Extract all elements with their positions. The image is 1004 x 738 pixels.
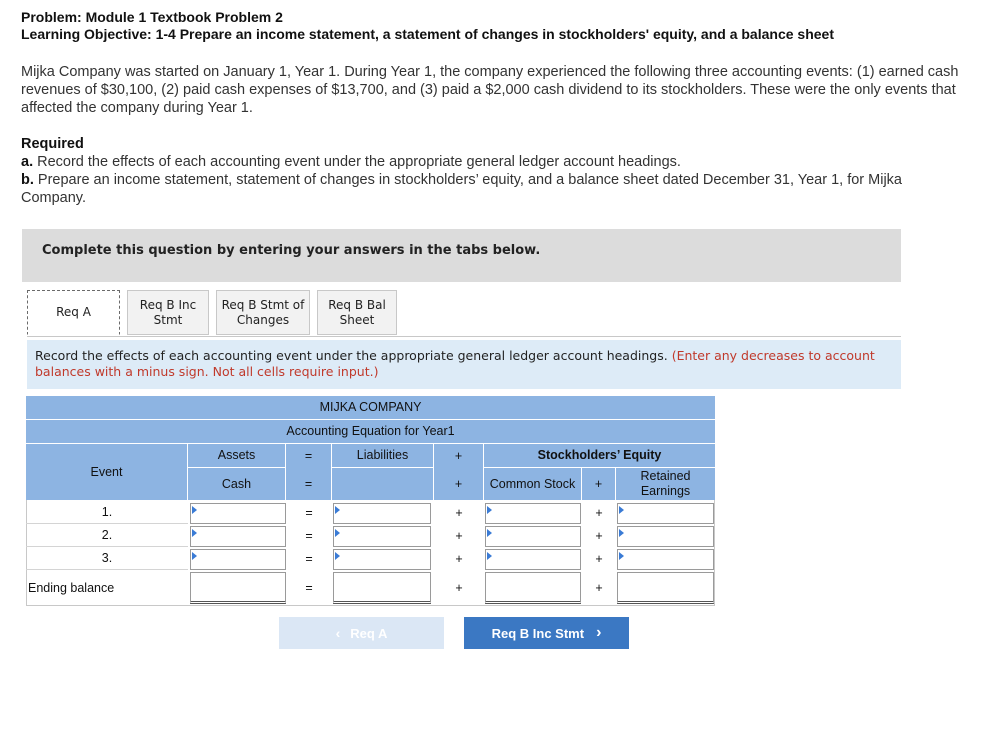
row-3-liabilities-input[interactable] — [333, 549, 431, 570]
complete-question-bar — [22, 229, 901, 282]
worksheet-subtitle: Accounting Equation for Year1 — [26, 420, 715, 444]
row-2-common-stock-input[interactable] — [485, 526, 581, 547]
liabilities-header: Liabilities — [332, 444, 434, 468]
instruction-text: Record the effects of each accounting event under the appropriate general ledger account headings. — [35, 348, 668, 363]
problem-header — [21, 9, 981, 43]
common-stock-header: Common Stock — [484, 468, 582, 500]
row-3-plus: + — [455, 551, 463, 566]
row-2-plus-2: + — [595, 528, 603, 543]
next-tab-button[interactable] — [464, 617, 629, 649]
tab-req-b-stmt-of-changes[interactable]: Req B Stmt of Changes — [216, 290, 310, 335]
requirement-a — [21, 153, 971, 171]
plus-subheader: + — [434, 468, 484, 500]
input-marker-icon — [619, 506, 624, 514]
req-a-prefix: a. — [21, 154, 34, 170]
row-2-liabilities-input[interactable] — [333, 526, 431, 547]
problem-title: Problem: Module 1 Textbook Problem 2 — [21, 9, 283, 25]
row-3-common-stock-input[interactable] — [485, 549, 581, 570]
input-marker-icon — [335, 529, 340, 537]
row-2-equals: = — [305, 528, 313, 543]
complete-question-text: Complete this question by entering your answers in the tabs below. — [42, 243, 541, 258]
event-1-label: 1. — [26, 502, 188, 524]
required-section — [21, 135, 971, 207]
req-a-text: Record the effects of each accounting event under the appropriate general ledger account headings. — [37, 154, 681, 170]
row-1-plus: + — [455, 505, 463, 520]
equals-subheader: = — [286, 468, 332, 500]
req-b-text: Prepare an income statement, statement of changes in stockholders’ equity, and a balance sheet dated December 31, Year 1, for Mijka Company. — [21, 172, 902, 206]
assets-header: Assets — [188, 444, 286, 468]
row-1-cash-input[interactable] — [190, 503, 286, 524]
prev-tab-label: Req A — [350, 625, 388, 641]
event-header: Event — [26, 444, 188, 500]
cash-header: Cash — [188, 468, 286, 500]
chevron-right-icon: › — [596, 624, 602, 641]
ending-balance-label: Ending balance — [28, 580, 115, 595]
accounting-equation-worksheet — [26, 396, 715, 606]
equals-header: = — [286, 444, 332, 468]
input-marker-icon — [335, 552, 340, 560]
tab-req-b-bal-sheet[interactable]: Req B Bal Sheet — [317, 290, 397, 335]
input-marker-icon — [487, 506, 492, 514]
problem-description: Mijka Company was started on January 1, Year 1. During Year 1, the company experienced the following three accounting events: (1) earned cash revenues of $30,100, (2) paid cash expenses of $13,700, and (3) paid a $2,000 cash dividend to its stockholders. These were the only events that affected the company during Year 1. — [21, 64, 959, 116]
row-1-retained-earnings-input[interactable] — [617, 503, 714, 524]
row-1-common-stock-input[interactable] — [485, 503, 581, 524]
input-marker-icon — [619, 529, 624, 537]
input-marker-icon — [192, 506, 197, 514]
input-marker-icon — [192, 529, 197, 537]
next-tab-label: Req B Inc Stmt — [491, 625, 585, 641]
row-1-liabilities-input[interactable] — [333, 503, 431, 524]
stockholders-equity-header: Stockholders’ Equity — [484, 444, 715, 468]
row-3-cash-input[interactable] — [190, 549, 286, 570]
ending-common-stock-total — [485, 572, 581, 604]
input-marker-icon — [487, 552, 492, 560]
event-2-label: 2. — [26, 525, 188, 547]
tab-req-a[interactable]: Req A — [27, 290, 120, 335]
input-marker-icon — [619, 552, 624, 560]
liabilities-subheader — [332, 468, 434, 500]
ending-plus-2: + — [595, 580, 603, 595]
ending-retained-earnings-total — [617, 572, 714, 604]
required-label: Required — [21, 136, 84, 152]
row-3-plus-2: + — [595, 551, 603, 566]
instruction-box — [27, 340, 901, 389]
row-1-equals: = — [305, 505, 313, 520]
req-b-prefix: b. — [21, 172, 34, 188]
prev-tab-button[interactable] — [279, 617, 444, 649]
ending-plus: + — [455, 580, 463, 595]
row-3-retained-earnings-input[interactable] — [617, 549, 714, 570]
tab-req-b-inc-stmt[interactable]: Req B Inc Stmt — [127, 290, 209, 335]
tab-divider — [27, 336, 901, 337]
company-name: MIJKA COMPANY — [26, 396, 715, 420]
input-marker-icon — [335, 506, 340, 514]
requirement-b — [21, 171, 971, 207]
instruction-note: (Enter any decreases to account balances with a minus sign. Not all cells require input.) — [35, 348, 875, 379]
row-3-equals: = — [305, 551, 313, 566]
row-2-cash-input[interactable] — [190, 526, 286, 547]
row-1-plus-2: + — [595, 505, 603, 520]
ending-equals: = — [305, 580, 313, 595]
ending-cash-total — [190, 572, 286, 604]
event-3-label: 3. — [26, 548, 188, 570]
chevron-left-icon: ‹ — [335, 625, 341, 641]
learning-objective: Learning Objective: 1-4 Prepare an income statement, a statement of changes in stockholders' equity, and a balance sheet — [21, 26, 834, 42]
ending-liabilities-total — [333, 572, 431, 604]
input-marker-icon — [192, 552, 197, 560]
retained-earnings-header: Retained Earnings — [616, 468, 715, 500]
input-marker-icon — [487, 529, 492, 537]
row-2-retained-earnings-input[interactable] — [617, 526, 714, 547]
row-2-plus: + — [455, 528, 463, 543]
plus-header: + — [434, 444, 484, 468]
plus-subheader-2: + — [582, 468, 616, 500]
